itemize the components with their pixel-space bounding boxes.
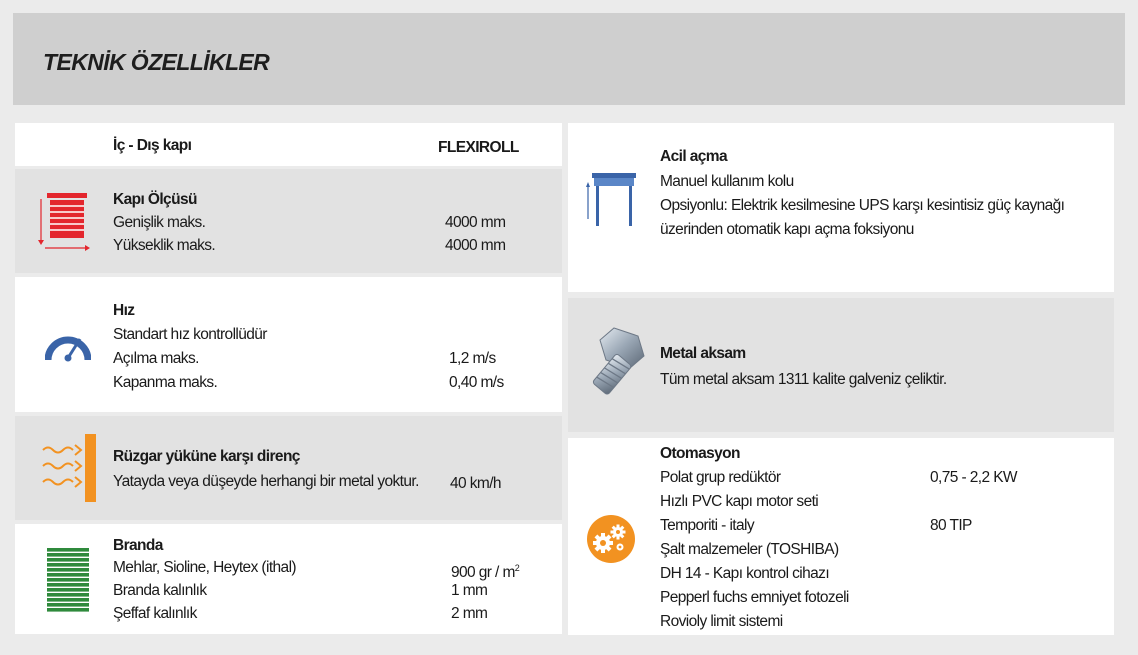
transparent-thickness-value: 2 mm <box>451 605 488 622</box>
otomasyon-item-4: Şalt malzemeler (TOSHIBA) <box>660 541 839 558</box>
otomasyon-title: Otomasyon <box>660 445 740 462</box>
wind-resistance-icon <box>41 434 97 502</box>
kapi-olcusu-section <box>15 169 562 273</box>
page-header <box>13 13 1125 105</box>
emergency-door-icon <box>586 173 640 227</box>
width-value: 4000 mm <box>445 214 506 231</box>
height-value: 4000 mm <box>445 237 506 254</box>
branda-material-value: 900 gr / $m^2$ <box>451 563 520 582</box>
branda-material-label: Mehlar, Sioline, Heytex (ithal) <box>113 559 296 576</box>
opening-speed-value: 1,2 m/s <box>449 350 496 367</box>
otomasyon-section <box>568 438 1114 635</box>
ruzgar-value: 40 km/h <box>450 475 501 492</box>
hiz-title: Hız <box>113 302 135 319</box>
closing-speed-value: 0,40 m/s <box>449 374 504 391</box>
ruzgar-section <box>15 416 562 520</box>
ruzgar-description: Yatayda veya düşeyde herhangi bir metal yoktur. <box>113 473 419 490</box>
page-title: TEKNİK ÖZELLİKLER <box>43 49 270 75</box>
gears-icon <box>587 515 635 563</box>
kapi-olcusu-title: Kapı Ölçüsü <box>113 191 197 208</box>
hiz-section <box>15 277 562 412</box>
otomasyon-value-1: 0,75 - 2,2 KW <box>930 469 1017 486</box>
otomasyon-item-7: Rovioly limit sistemi <box>660 613 783 630</box>
otomasyon-value-3: 80 TIP <box>930 517 972 534</box>
branda-thickness-value: 1 mm <box>451 582 488 599</box>
metal-aksam-text: Tüm metal aksam 1311 kalite galveniz çeliktir. <box>660 371 947 388</box>
speedometer-icon <box>45 327 91 363</box>
curtain-icon <box>47 548 89 612</box>
otomasyon-item-6: Pepperl fuchs emniyet fotozeli <box>660 589 849 606</box>
ruzgar-title: Rüzgar yüküne karşı direnç <box>113 448 300 465</box>
otomasyon-item-5: DH 14 - Kapı kontrol cihazı <box>660 565 830 582</box>
branda-title: Branda <box>113 537 163 554</box>
acil-acma-line-2: Opsiyonlu: Elektrik kesilmesine UPS karşı kesintisiz güç kaynağı <box>660 197 1065 214</box>
acil-acma-section <box>568 123 1114 292</box>
otomasyon-item-3: Temporiti - italy <box>660 517 755 534</box>
acil-acma-title: Acil açma <box>660 148 727 165</box>
model-name: FLEXIROLL <box>438 139 519 156</box>
branda-thickness-label: Branda kalınlık <box>113 582 207 599</box>
transparent-thickness-label: Şeffaf kalınlık <box>113 605 197 622</box>
branda-section <box>15 524 562 634</box>
hiz-note: Standart hız kontrollüdür <box>113 326 267 343</box>
opening-speed-label: Açılma maks. <box>113 350 199 367</box>
door-size-icon <box>37 193 93 253</box>
acil-acma-line-3: üzerinden otomatik kapı açma foksiyonu <box>660 221 914 238</box>
width-label: Genişlik maks. <box>113 214 206 231</box>
otomasyon-item-2: Hızlı PVC kapı motor seti <box>660 493 819 510</box>
otomasyon-item-1: Polat grup redüktör <box>660 469 781 486</box>
closing-speed-label: Kapanma maks. <box>113 374 218 391</box>
acil-acma-line-1: Manuel kullanım kolu <box>660 173 794 190</box>
metal-aksam-section <box>568 298 1114 432</box>
height-label: Yükseklik maks. <box>113 237 216 254</box>
metal-aksam-title: Metal aksam <box>660 345 746 362</box>
left-header-row <box>15 123 562 166</box>
bolt-icon <box>584 326 646 398</box>
door-type-label: İç - Dış kapı <box>113 137 192 154</box>
